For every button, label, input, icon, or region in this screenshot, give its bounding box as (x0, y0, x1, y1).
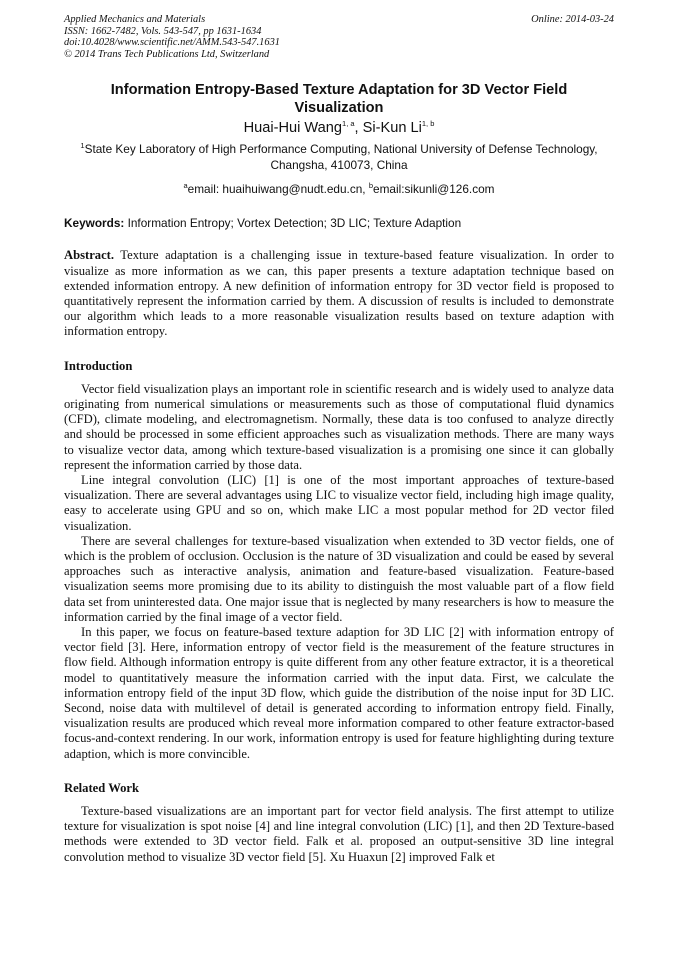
body-paragraph: Vector field visualization plays an important role in scientific research and is widely used to analyze data originating from numerical simulations or measurements such as those of computational fluid dynamics (CFD), climate modeling, and electromagnetism. Normally, these data is too confused to analyze directly and should be processed in some efficient approaches such as visualization methods. There are many ways to visualize vector data, among which texture-based visualization is a promising one since it can globally represent the information carried by those data. (64, 381, 614, 472)
email-address: email:sikunli@126.com (373, 182, 495, 197)
author-name: Huai-Hui Wang (243, 120, 343, 137)
abstract-text: Texture adaptation is a challenging issue in texture-based feature visualization. In order to visualize as more information as we can, this paper presents a texture adaptation technique based on extended information entropy. A new definition of information entropy for 3D vector field is proposed to quantitatively represent the information carried by them. A discussion of results is included to demonstrate our algorithm which leads to a more reasonable visualization results based on texture adaption with information entropy. (64, 248, 614, 339)
journal-name: Applied Mechanics and Materials (64, 14, 206, 25)
author-separator: , (354, 120, 363, 137)
keywords-text: Information Entropy; Vortex Detection; 3D LIC; Texture Adaption (124, 216, 462, 231)
author-list (64, 119, 614, 138)
section-heading-introduction: Introduction (64, 358, 133, 373)
author-superscript: 1, a (342, 119, 355, 129)
body-paragraph: Line integral convolution (LIC) [1] is one of the most important approaches of texture-based visualization. There are several advantages using LIC to visualize vector field, including high image quality, easy to accelerate using GPU and so on, which make LIC a most popular method for 2D vector filed visualization. (64, 473, 614, 533)
issn-line: ISSN: 1662-7482, Vols. 543-547, pp 1631-1634 (64, 25, 262, 37)
body-paragraph: There are several challenges for texture-based visualization when extended to 3D vector fields, one of which is the problem of occlusion. Occlusion is the nature of 3D visualization and could be eased by several approaches such as interactive analysis, animation and feature-based visualization. Feature-based visualization seems more promising due to its ability to distinguish the most valuable part of a flow field data set from uninterested data. One major issue that is neglected by many researchers is how to measure the information carried by the final image of a vector field. (64, 533, 614, 624)
journal-header (64, 14, 614, 60)
copyright-line: © 2014 Trans Tech Publications Ltd, Switzerland (64, 48, 270, 60)
email-superscript: b (368, 181, 374, 191)
abstract (64, 248, 614, 339)
email-superscript: a (183, 181, 188, 191)
affiliation-superscript: 1 (80, 141, 85, 151)
affiliation-text: State Key Laboratory of High Performance Computing, National University of Defense Technology, Changsha, 410073, China (84, 142, 598, 173)
keywords-label: Keywords: (64, 216, 125, 231)
author-name: Si-Kun Li (362, 120, 422, 137)
online-date: Online: 2014-03-24 (531, 14, 614, 25)
email-line (64, 181, 614, 197)
section-heading-related-work: Related Work (64, 780, 139, 795)
doi-line: doi:10.4028/www.scientific.net/AMM.543-547.1631 (64, 37, 280, 49)
affiliation (64, 141, 614, 173)
body-paragraph: In this paper, we focus on feature-based texture adaption for 3D LIC [2] with information entropy of vector field [3]. Here, information entropy of vector field is the measurement of the feature structures in flow field. Although information entropy is quite different from any other feature extractor, it is a theoretical model to quantitatively measure the information carried with the input data. First, we calculate the information entropy field of the input 3D flow, which guide the distribution of the noise input for 3D LIC. Second, noise data with multilevel of detail is generated according to information entropy field. Finally, visualization results are produced which reveal more information compared to other feature extractor-based focus-and-context rendering. In our work, information entropy is used for feature highlighting during texture adaption, which is more convincible. (64, 625, 614, 761)
email-address: email: huaihuiwang@nudt.edu.cn, (187, 182, 369, 197)
keywords (64, 215, 614, 231)
paper-page (64, 14, 614, 865)
author-superscript: 1, b (421, 119, 435, 129)
body-paragraph: Texture-based visualizations are an important part for vector field analysis. The first attempt to utilize texture for visualization is spot noise [4] and line integral convolution (LIC) [1], and then 2D Texture-based methods were extended to 3D vector field. Falk et al. proposed an output-sensitive 3D line integral convolution method to visualize 3D vector field [5]. Xu Huaxun [2] improved Falk et (64, 804, 614, 864)
abstract-label: Abstract. (64, 248, 115, 263)
paper-title: Information Entropy-Based Texture Adaptation for 3D Vector Field Visualization (110, 82, 568, 117)
